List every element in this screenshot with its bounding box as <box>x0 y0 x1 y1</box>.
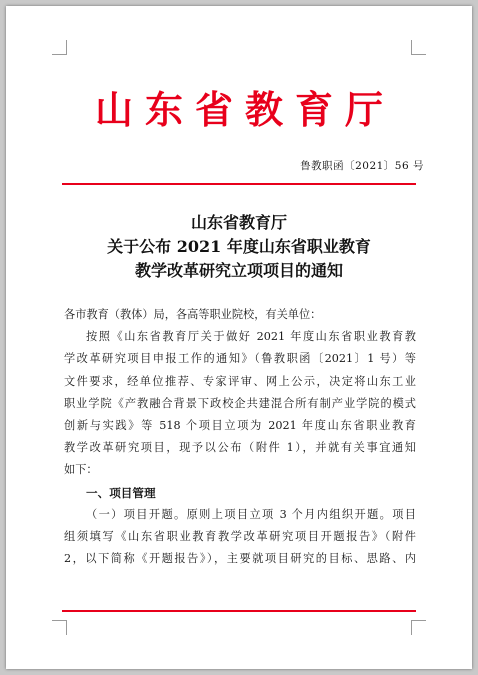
document-body <box>64 304 416 570</box>
paragraph-line: 组须填写《山东省职业教育教学改革研究项目开题报告》（附件 <box>64 530 416 544</box>
title-line: 关于公布 2021 年度山东省职业教育 <box>107 237 371 256</box>
footer-red-rule <box>62 610 416 612</box>
document-page <box>6 6 472 669</box>
paragraph-line: 创新与实践》等 518 个项目立项为 2021 年度山东省职业教育 <box>64 419 416 433</box>
title-line: 山东省教育厅 <box>190 213 287 232</box>
paragraph-line: 2，以下简称《开题报告》），主要就项目研究的目标、思路、内 <box>64 552 416 566</box>
section-heading: 一、项目管理 <box>86 485 156 500</box>
paragraph-line: 教学改革研究项目，现予以公布（附件 1），并就有关事宜通知 <box>64 441 416 455</box>
masthead-title: 山东省教育厅 <box>94 87 395 132</box>
crop-mark-bottom-right <box>411 620 426 635</box>
paragraph-line: 如下： <box>64 463 98 477</box>
crop-mark-top-right <box>411 40 426 55</box>
salutation: 各市教育（教体）局，各高等职业院校，有关单位： <box>64 308 322 321</box>
crop-mark-bottom-left <box>52 620 67 635</box>
paragraph-line: 按照《山东省教育厅关于做好 2021 年度山东省职业教育教 <box>86 330 416 344</box>
document-number: 鲁教职函〔2021〕56 号 <box>300 160 424 172</box>
paragraph-line: 职业学院《产教融合背景下政校企共建混合所有制产业学院的模式 <box>64 396 416 410</box>
paragraph-line: 文件要求，经单位推荐、专家评审、网上公示，决定将山东工业 <box>64 374 416 388</box>
paragraph-line: 学改革研究项目申报工作的通知》（鲁教职函〔2021〕1 号）等 <box>64 352 416 366</box>
title-line: 教学改革研究立项项目的通知 <box>134 261 343 280</box>
masthead-red-rule <box>62 183 416 185</box>
paragraph-line: （一）项目开题。原则上项目立项 3 个月内组织开题。项目 <box>86 507 416 521</box>
crop-mark-top-left <box>52 40 67 55</box>
document-title <box>6 211 472 283</box>
